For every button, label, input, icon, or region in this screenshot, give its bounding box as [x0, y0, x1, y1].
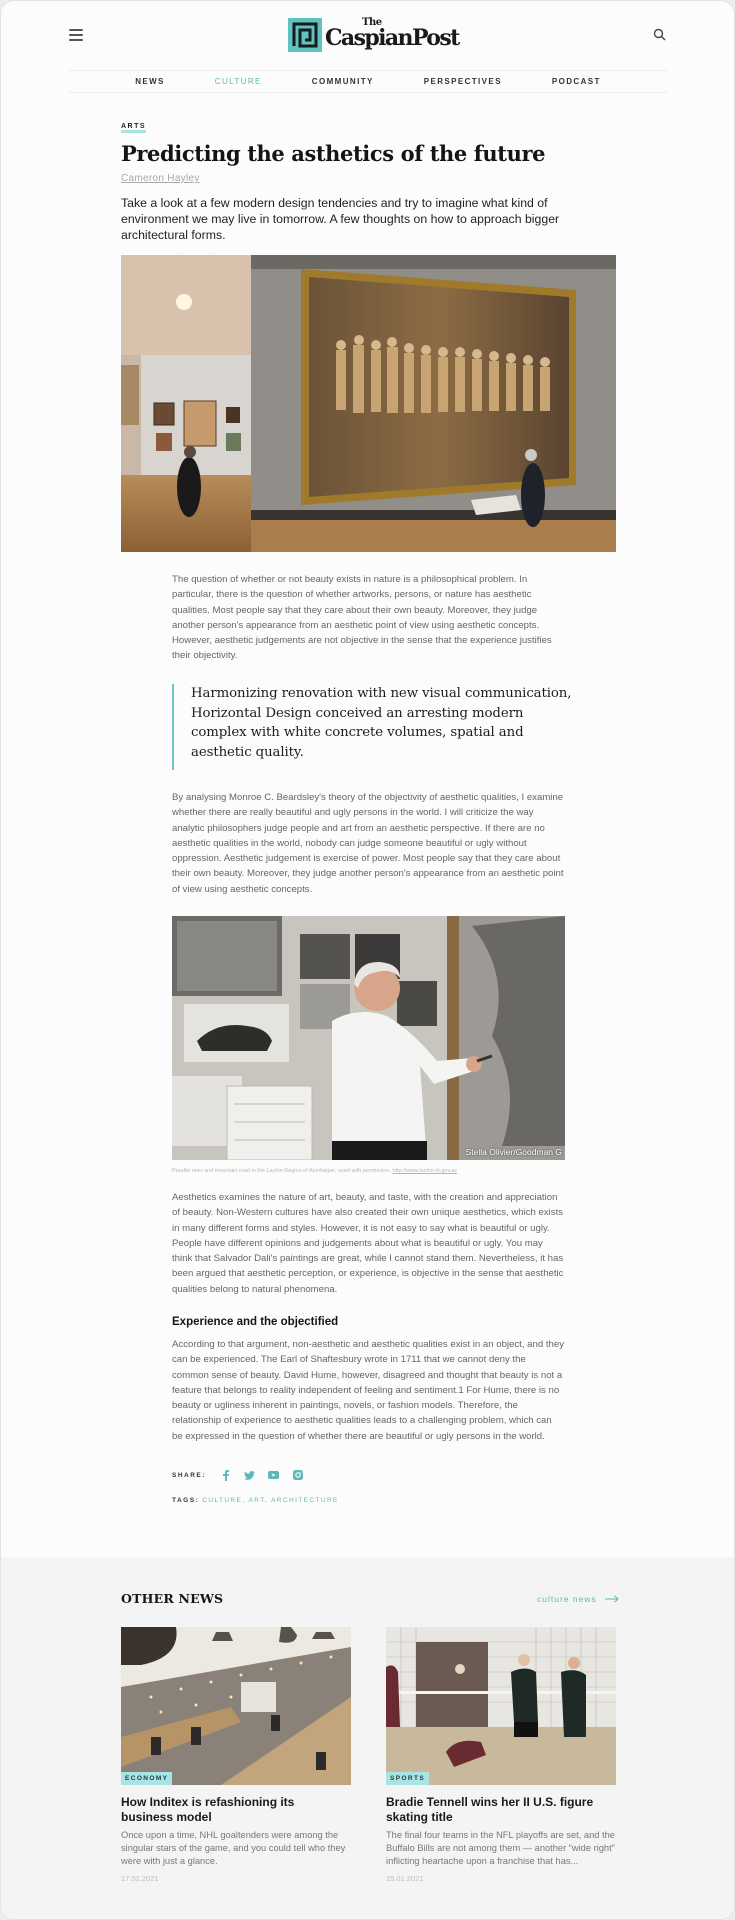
other-news-title: OTHER NEWS	[121, 1591, 224, 1606]
nav-item-perspectives[interactable]: PERSPECTIVES	[423, 77, 502, 86]
article-paragraph: The question of whether or not beauty exists in nature is a philosophical problem. In particular, there is the question of whether artworks, persons, or nature has aesthetic qualities. Most people say that they care about their own beauty. Moreover, they judge another person's appearance from an aesthetic point of view using aesthetic concepts. However, aesthetic judgements are not objective in the sense that the experience justifies their objectivity.	[172, 574, 552, 662]
news-card-date: 15.01.2021	[386, 1873, 424, 1883]
nav-item-podcast[interactable]: PODCAST	[551, 77, 601, 86]
article-header	[121, 115, 616, 262]
culture-news-link[interactable]	[537, 1594, 619, 1604]
tags-label: TAGS:	[172, 1497, 200, 1504]
figure-credit: Stella Olivier/Goodman G	[465, 1147, 562, 1157]
author-link[interactable]: Cameron Hayley	[121, 173, 200, 184]
logo-name: CaspianPost	[325, 25, 459, 51]
search-icon	[653, 28, 667, 42]
figure-caption-link[interactable]: http://www.lachin-ih.gov.az	[392, 1168, 458, 1174]
arrow-right-icon	[605, 1595, 619, 1603]
article-paragraph: Aesthetics examines the nature of art, beauty, and taste, with the creation and appreciation of beauty. Non-Western cultures have also created their own unique aesthetics, which exists in many different forms and styles. However, it is not easy to say what is beautiful or ugly. People have different opinions and judgements about what is beautiful or ugly. You may think that Salvador Dali's paintings are great, while I cannot stand them. Nevertheless, it has been argued that aesthetic perception, or experience, is objective in the sense that aesthetic qualities belong to natural phenomena.	[172, 1192, 564, 1295]
category-badge: SPORTS	[386, 1772, 429, 1785]
instagram-icon[interactable]	[292, 1469, 304, 1481]
article-figure-image	[172, 916, 565, 1160]
hamburger-icon-line	[69, 29, 83, 31]
tag-art[interactable]: ART,	[248, 1497, 269, 1504]
pull-quote	[172, 684, 572, 770]
article-paragraph: According to that argument, non-aesthetic and aesthetic qualities exist in an object, and they can be experienced. The Earl of Shaftesbury wrote in 1711 that we cannot deny the common sense of beauty. David Hume, however, disagreed and thought that beauty is not a feature that belongs to reality independent of feeling and sentiment.1 For Hume, there is no beauty or ugliness inherent in paintings, novels, or fashion models. Therefore, the relationship of experience to aesthetic qualities leads to a challenging problem, which can be expressed in the question of whether there are beautiful or ugly persons in the world.	[172, 1339, 564, 1442]
article-title: Predicting the asthetics of the future	[121, 141, 546, 166]
hamburger-icon-line	[69, 34, 83, 36]
logo-the: The	[362, 17, 382, 28]
nav-item-news[interactable]: NEWS	[135, 77, 165, 86]
share-label: SHARE:	[172, 1471, 206, 1479]
news-card[interactable]	[386, 1627, 616, 1883]
category-label[interactable]: ARTS	[121, 123, 146, 133]
article-subheading: Experience and the objectified	[172, 1316, 339, 1328]
twitter-icon[interactable]	[244, 1469, 256, 1481]
other-news-section	[1, 1557, 735, 1920]
news-card-excerpt: The final four teams in the NFL playoffs are set, and the Buffalo Bills are not among them — another “wide right” inflicting heartache upon a franchise that has...	[386, 1830, 615, 1867]
figure-caption	[172, 1168, 565, 1174]
hamburger-icon-line	[69, 39, 83, 41]
logo-mark-icon	[288, 18, 322, 52]
youtube-icon[interactable]	[268, 1469, 280, 1481]
tag-culture[interactable]: CULTURE,	[202, 1497, 246, 1504]
nav-item-culture[interactable]: CULTURE	[214, 77, 262, 86]
culture-news-link-label: culture news	[537, 1594, 597, 1604]
news-card-image	[386, 1627, 616, 1785]
tags-bar	[172, 1497, 339, 1504]
news-card-title: How Inditex is refashioning its business model	[121, 1795, 295, 1824]
nav-item-community[interactable]: COMMUNITY	[311, 77, 374, 86]
main-nav	[69, 70, 667, 93]
news-card-image	[121, 1627, 351, 1785]
site-logo[interactable]	[288, 17, 459, 52]
logo-wordmark	[325, 17, 459, 52]
tag-architecture[interactable]: ARCHITECTURE	[271, 1497, 339, 1504]
menu-button[interactable]	[69, 29, 83, 41]
article-lead: Take a look at a few modern design tendencies and try to imagine what kind of environment we may live in tomorrow. A few thoughts on how to approach bigger architectural forms.	[121, 196, 560, 242]
news-card-excerpt: Once upon a time, NHL goaltenders were among the singular stars of the game, and you could tell who they were with just a glance.	[121, 1830, 346, 1867]
figure-caption-text: Parallel river and mountain road in the Lachin Region of Azerbaijan, used with permission.	[172, 1168, 393, 1174]
category-badge: ECONOMY	[121, 1772, 172, 1785]
pull-quote-text: Harmonizing renovation with new visual communication, Horizontal Design conceived an arresting modern complex with white concrete volumes, spatial and aesthetic quality.	[191, 686, 572, 760]
news-card-title: Bradie Tennell wins her II U.S. figure skating title	[386, 1795, 594, 1824]
search-button[interactable]	[653, 28, 669, 44]
site-header	[1, 1, 734, 93]
news-card-date: 17.01.2021	[121, 1873, 159, 1883]
hero-image	[121, 255, 616, 552]
share-bar	[172, 1469, 304, 1481]
news-card[interactable]	[121, 1627, 351, 1883]
facebook-icon[interactable]	[220, 1469, 232, 1481]
article-paragraph: By analysing Monroe C. Beardsley's theory of the objectivity of aesthetic qualities, I examine whether there are really beautiful and ugly persons in the world. I will criticize the way analytic philosophers judge people and art from an aesthetic perspective. If there are no aesthetic qualities in the world, nobody can judge someone beautiful or ugly without oppression. Aesthetic judgement is exercise of power. Most people say that they care about their own beauty. Moreover, they judge another person's appearance from an aesthetic point of view using aesthetic concepts.	[172, 792, 564, 895]
